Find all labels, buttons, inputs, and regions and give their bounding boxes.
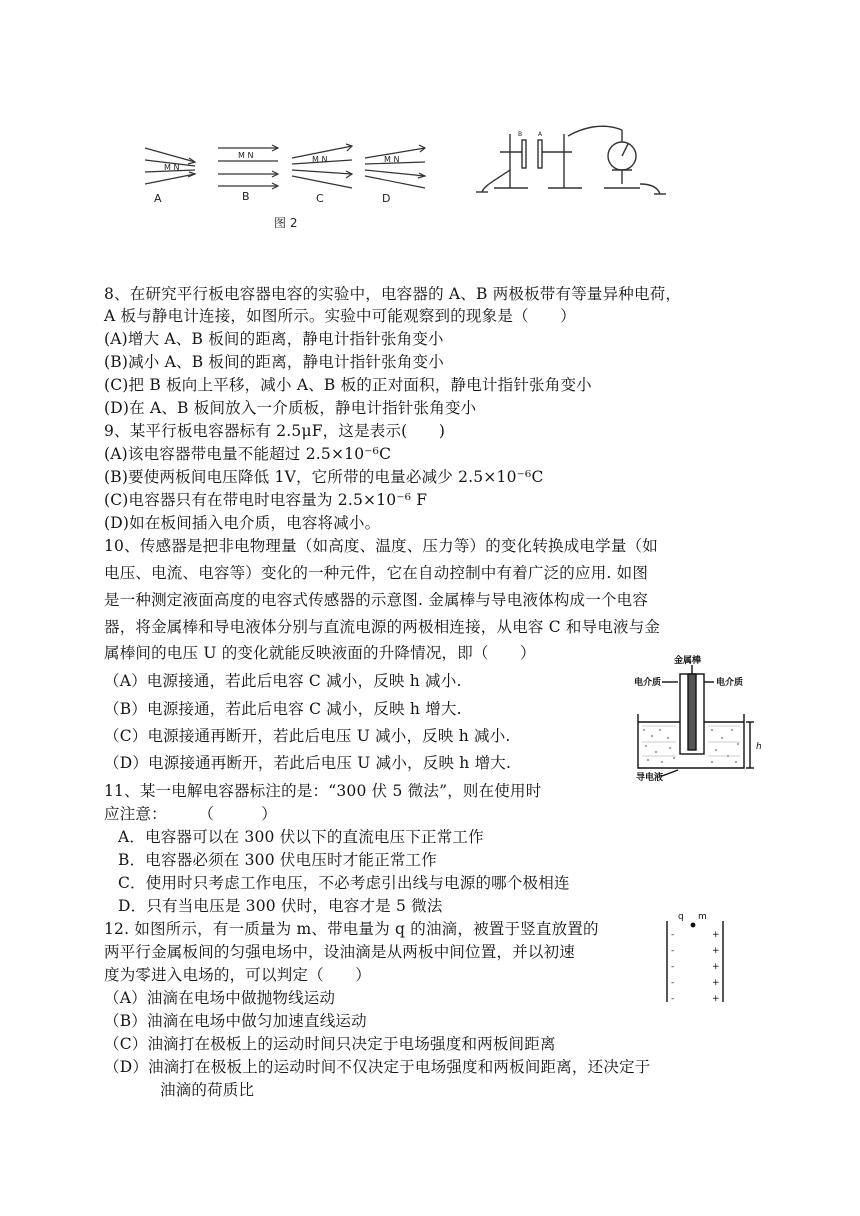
q12-option-d-line-1: （D）油滴打在极板上的运动时间不仅决定于电场强度和两板间距离，还决定于 bbox=[104, 1058, 651, 1076]
q9-option-b: (B)要使两板间电压降低 1V，它所带的电量必减少 2.5×10⁻⁶C bbox=[104, 468, 544, 486]
q12-stem-line-1: 12. 如图所示，有一质量为 m、带电量为 q 的油滴，被置于竖直放置的 bbox=[104, 920, 599, 938]
q10-stem-line-3: 是一种测定液面高度的电容式传感器的示意图. 金属棒与导电液体构成一个电容 bbox=[104, 591, 649, 609]
panel-d-field-lines bbox=[365, 145, 425, 188]
panel-d-label: D bbox=[382, 192, 391, 205]
height-label: h bbox=[756, 742, 762, 752]
panel-b-label: B bbox=[242, 190, 250, 203]
q10-stem-line-1: 10、传感器是把非电物理量（如高度、温度、压力等）的变化转换成电学量（如 bbox=[104, 537, 658, 555]
q10-stem-line-2: 电压、电流、电容等）变化的一种元件，它在自动控制中有着广泛的应用. 如图 bbox=[104, 564, 649, 582]
panel-c-magnet: M N bbox=[312, 155, 328, 164]
q9-stem: 9、某平行板电容器标有 2.5μF，这是表示( ) bbox=[104, 422, 446, 440]
q9-option-c: (C)电容器只有在带电时电容量为 2.5×10⁻⁶ F bbox=[104, 491, 428, 509]
q11-stem-line-1: 11、某一电解电容器标注的是：“300 伏 5 微法”，则在使用时 bbox=[104, 782, 542, 800]
minus-sign: - bbox=[671, 978, 675, 988]
q12-stem-line-2: 两平行金属板间的匀强电场中，设油滴是从两板中间位置，并以初速 bbox=[104, 943, 576, 961]
plus-sign: + bbox=[712, 978, 720, 988]
charge-q-label: q bbox=[678, 912, 684, 922]
plus-sign: + bbox=[712, 930, 720, 940]
panel-c-label: C bbox=[316, 192, 324, 205]
minus-sign: - bbox=[671, 962, 675, 972]
q8-option-d: (D)在 A、B 板间放入一介质板，静电计指针张角变小 bbox=[104, 399, 477, 417]
dielectric-right-label: 电介质 bbox=[716, 678, 744, 688]
electrometer-apparatus bbox=[472, 122, 682, 202]
q9-option-d: (D)如在板间插入电介质，电容将减小。 bbox=[104, 514, 381, 532]
q12-option-a: （A）油滴在电场中做抛物线运动 bbox=[104, 989, 336, 1007]
minus-sign: - bbox=[671, 946, 675, 956]
q8-stem-line-2: A 板与静电计连接，如图所示。实验中可能观察到的现象是（ ） bbox=[104, 307, 576, 325]
dielectric-left-label: 电介质 bbox=[634, 678, 662, 688]
mass-m-label: m bbox=[698, 912, 707, 922]
panel-a-magnet: M N bbox=[164, 163, 180, 172]
q11-option-d: D．只有当电压是 300 伏时，电容才是 5 微法 bbox=[118, 897, 443, 915]
q12-option-d-line-2: 油滴的荷质比 bbox=[160, 1081, 255, 1099]
minus-sign: - bbox=[671, 994, 675, 1003]
q8-option-a: (A)增大 A、B 板间的距离，静电计指针张角变小 bbox=[104, 330, 444, 348]
q8-option-c: (C)把 B 板向上平移，减小 A、B 板的正对面积，静电计指针张角变小 bbox=[104, 376, 592, 394]
q10-option-c: （C）电源接通再断开，若此后电压 U 减小，反映 h 减小. bbox=[104, 727, 511, 745]
plus-sign: + bbox=[712, 962, 720, 972]
figure-2-magnets bbox=[140, 140, 440, 235]
panel-d-magnet: M N bbox=[384, 155, 400, 164]
q12-option-c: （C）油滴打在极板上的运动时间只决定于电场强度和两板间距离 bbox=[104, 1035, 556, 1053]
q10-stem-line-4: 器，将金属棒和导电液体分别与直流电源的两极相连接，从电容 C 和导电液与金 bbox=[104, 618, 661, 636]
panel-c-field-lines bbox=[292, 144, 352, 188]
q10-option-b: （B）电源接通，若此后电容 C 减小，反映 h 增大. bbox=[104, 700, 462, 718]
q8-option-b: (B)减小 A、B 板间的距离，静电计指针张角变小 bbox=[104, 353, 444, 371]
minus-sign: - bbox=[671, 930, 675, 940]
q10-option-d: （D）电源接通再断开，若此后电压 U 减小，反映 h 增大. bbox=[104, 754, 512, 772]
oil-droplet-plates-figure bbox=[660, 905, 730, 1003]
q12-stem-line-3: 度为零进入电场的，可以判定（ ） bbox=[104, 966, 371, 984]
plus-sign: + bbox=[712, 994, 720, 1003]
conductive-liquid-label: 导电液 bbox=[636, 773, 664, 782]
figure-2-caption: 图 2 bbox=[274, 216, 298, 230]
metal-rod-label: 金属棒 bbox=[674, 656, 702, 666]
q10-option-a: （A）电源接通，若此后电容 C 减小，反映 h 减小. bbox=[104, 672, 462, 690]
q11-stem-line-2: 应注意： （ ） bbox=[104, 805, 277, 823]
plate-b-label: B bbox=[518, 131, 523, 138]
q12-option-b: （B）油滴在电场中做匀加速直线运动 bbox=[104, 1012, 367, 1030]
q8-stem-line-1: 8、在研究平行板电容器电容的实验中，电容器的 A、B 两极板带有等量异种电荷， bbox=[104, 285, 682, 303]
q9-option-a: (A)该电容器带电量不能超过 2.5×10⁻⁶C bbox=[104, 445, 392, 463]
q11-option-b: B．电容器必须在 300 伏电压时才能正常工作 bbox=[118, 851, 437, 869]
panel-b-magnet: M N bbox=[238, 151, 254, 160]
q11-option-a: A．电容器可以在 300 伏以下的直流电压下正常工作 bbox=[118, 828, 484, 846]
liquid-level-sensor-figure bbox=[632, 652, 767, 782]
q11-option-c: C．使用时只考虑工作电压，不必考虑引出线与电源的哪个极相连 bbox=[118, 874, 570, 892]
plus-sign: + bbox=[712, 946, 720, 956]
q10-stem-line-5: 属棒间的电压 U 的变化就能反映液面的升降情况，即（ ） bbox=[104, 644, 536, 662]
panel-a-label: A bbox=[154, 192, 162, 205]
plate-a-label: A bbox=[538, 131, 543, 138]
oil-droplet bbox=[691, 923, 696, 928]
